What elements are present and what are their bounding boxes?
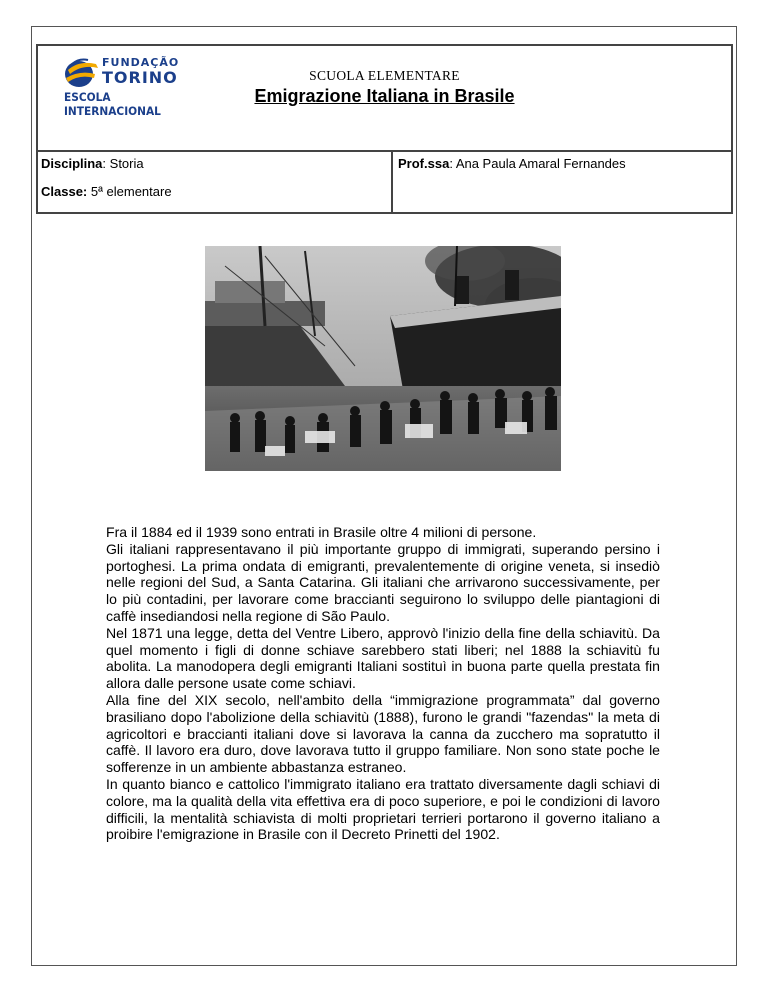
subject-field — [41, 156, 144, 171]
paragraph: Fra il 1884 ed il 1939 sono entrati in Brasile oltre 4 milioni di persone. — [106, 524, 537, 540]
logo-text-escola: ESCOLA INTERNACIONAL — [64, 90, 161, 118]
logo-text-torino: TORINO — [102, 68, 178, 87]
subject-label: Disciplina — [41, 156, 103, 171]
subject-value: : Storia — [102, 156, 144, 171]
class-field — [41, 184, 172, 199]
page-title: Emigrazione Italiana in Brasile — [254, 86, 515, 106]
paragraph: Gli italiani rappresentavano il più importante gruppo di immigrati, superando persino i portoghesi. La prima ondata di emigranti, prevalentemente di origine veneta, si insediò nelle regioni del Sud, a Santa Catarina. Gli italiani che arrivarono successivamente, per lo più contadini, per lavorare come braccianti seguirono lo sviluppo delle piantagioni di caffè insediandosi nella regione di São Paulo. — [106, 540, 660, 624]
teacher-value: : Ana Paula Amaral Fernandes — [449, 156, 626, 171]
paragraph: Nel 1871 una legge, detta del Ventre Libero, approvò l'inizio della fine della schiavitù. Da quel momento i figli di donne schiave sarebbero stati liberi; nel 1888 la schiavitù fu abolita. La manodopera degli emigranti Italiani sostituì in buona parte quella prestata fin allora dalle persone usate come schiavi. — [106, 624, 660, 692]
info-cell-right — [395, 152, 731, 212]
paragraph: In quanto bianco e cattolico l'immigrato italiano era trattato diversamente dagli schiavi di colore, ma la qualità della vita effettiva era di poco superiore, e poi le condizioni di lavoro difficili, la mentalità schiavista di molti proprietari terrieri portarono il governo italiano a proibire l'emigrazione in Brasile con il Decreto Prinetti del 1902. — [106, 775, 660, 843]
class-label: Classe: — [41, 184, 88, 199]
teacher-field — [398, 156, 626, 171]
info-cell-left — [38, 152, 393, 212]
class-value: 5ª elementare — [87, 184, 172, 199]
emigrant-ship-photo — [205, 246, 561, 471]
teacher-label: Prof.ssa — [398, 156, 450, 171]
header-table — [36, 44, 733, 214]
article-body — [106, 524, 660, 843]
school-level: SCUOLA ELEMENTARE — [309, 68, 460, 83]
paragraph: Alla fine del XIX secolo, nell'ambito della “immigrazione programmata” dal governo brasiliano dopo l'abolizione della schiavitù (1888), furono le grandi "fazendas" la meta di agricoltori e braccianti italiani dove si lavorava la canna da zucchero ma sopratutto il caffè. Il lavoro era duro, dove lavorava tutto il gruppo familiare. Non sono state poche le sofferenze in un ambiente abbastanza estraneo. — [106, 691, 660, 776]
logo-text-fundacao: FUNDAÇÃO — [102, 56, 180, 69]
header-top-cell — [38, 46, 731, 152]
ship-harbor-photo-icon — [205, 246, 561, 471]
